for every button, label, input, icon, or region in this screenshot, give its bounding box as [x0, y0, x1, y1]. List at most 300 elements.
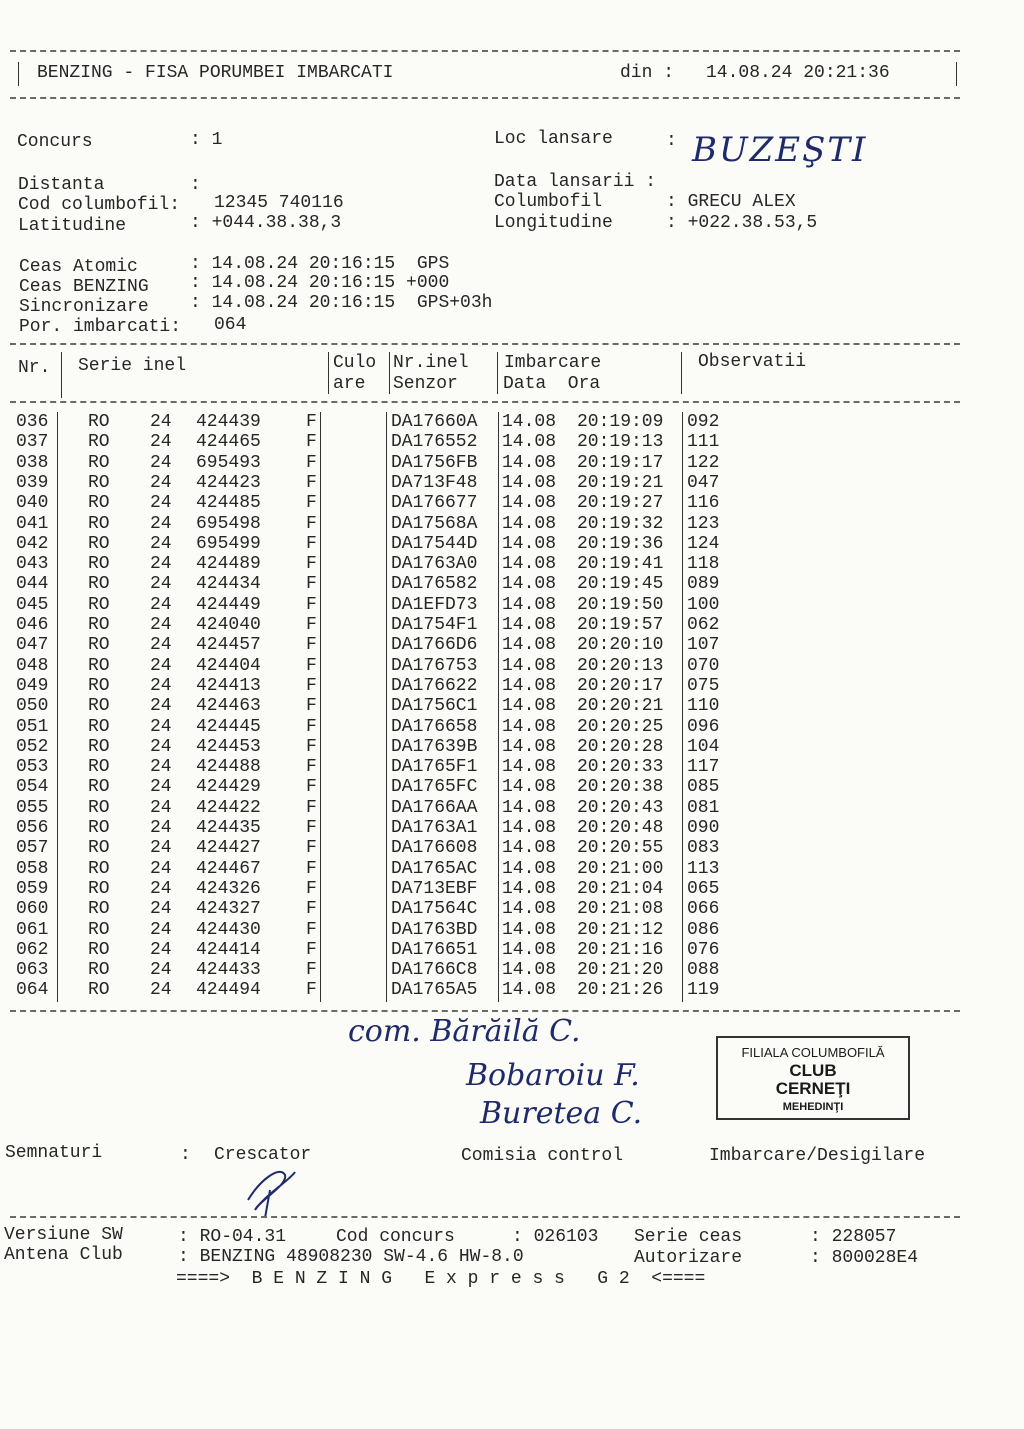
cell-nr: 045	[16, 594, 49, 615]
cell-senzor: DA176552	[391, 432, 478, 453]
cell-tara: RO	[88, 736, 110, 757]
col-nr-header: Nr.	[18, 358, 51, 378]
cell-obs: 066	[687, 899, 720, 920]
cell-tara: RO	[88, 412, 110, 432]
cell-data: 14.08	[502, 675, 557, 696]
cell-obs: 119	[687, 980, 720, 1001]
cell-ora: 20:20:55	[577, 838, 664, 859]
cell-inel: 424413	[196, 675, 261, 696]
table-row	[0, 757, 1024, 777]
col-serie-header: Serie inel	[78, 356, 187, 376]
cell-nr: 061	[16, 919, 49, 940]
cell-inel: 424439	[196, 412, 261, 432]
columbofil-value: : GRECU ALEX	[666, 192, 796, 212]
cell-sex: F	[306, 777, 317, 798]
cell-ora: 20:21:26	[577, 980, 664, 1001]
table-row	[0, 473, 1024, 493]
cell-an: 24	[150, 716, 172, 737]
cell-an: 24	[150, 736, 172, 757]
cell-sex: F	[306, 919, 317, 940]
cell-nr: 064	[16, 980, 49, 1001]
cell-sex: F	[306, 878, 317, 899]
table-row	[0, 615, 1024, 635]
document-title: BENZING - FISA PORUMBEI IMBARCATI	[37, 63, 394, 83]
cell-sex: F	[306, 716, 317, 737]
cell-an: 24	[150, 878, 172, 899]
col-nrinel-header-2: Senzor	[393, 374, 458, 394]
concurs-value: : 1	[190, 130, 223, 150]
cell-inel: 695499	[196, 533, 261, 554]
table-row	[0, 432, 1024, 452]
cell-nr: 044	[16, 574, 49, 595]
cell-ora: 20:20:13	[577, 655, 664, 676]
table-row	[0, 635, 1024, 655]
latitudine-value: : +044.38.38,3	[190, 213, 342, 233]
cell-inel: 424449	[196, 594, 261, 615]
cell-obs: 076	[687, 939, 720, 960]
header-right-bar	[956, 62, 957, 86]
stamp-line-3: CERNEŢI	[775, 1079, 851, 1098]
cell-senzor: DA176651	[391, 939, 478, 960]
cell-an: 24	[150, 594, 172, 615]
cell-ora: 20:21:20	[577, 960, 664, 981]
cell-senzor: DA176582	[391, 574, 478, 595]
cell-data: 14.08	[502, 533, 557, 554]
cell-an: 24	[150, 960, 172, 981]
cell-an: 24	[150, 777, 172, 798]
cell-nr: 055	[16, 797, 49, 818]
cell-sex: F	[306, 594, 317, 615]
cell-an: 24	[150, 412, 172, 432]
cell-inel: 424445	[196, 716, 261, 737]
cell-obs: 100	[687, 594, 720, 615]
table-row	[0, 737, 1024, 757]
cell-obs: 065	[687, 878, 720, 899]
ceas-atomic-value: : 14.08.24 20:16:15 GPS	[190, 254, 450, 274]
cell-nr: 058	[16, 858, 49, 879]
cell-senzor: DA1763A1	[391, 818, 478, 838]
table-row	[0, 696, 1024, 716]
semnaturi-label: Semnaturi	[5, 1143, 103, 1163]
cell-inel: 424489	[196, 554, 261, 575]
cell-sex: F	[306, 493, 317, 514]
handwritten-commission-2: Bobaroiu F.	[466, 1058, 640, 1093]
benzing-express-banner: ====> B E N Z I N G E x p r e s s G 2 <====	[176, 1269, 706, 1289]
cod-columbofil-value: 12345 740116	[214, 193, 344, 213]
cell-nr: 048	[16, 655, 49, 676]
date-label: din :	[620, 63, 675, 83]
cell-ora: 20:19:17	[577, 452, 664, 473]
cell-tara: RO	[88, 594, 110, 615]
porumbei-imbarcati-value: 064	[214, 315, 247, 335]
antena-club-value: : BENZING 48908230 SW-4.6 HW-8.0	[178, 1247, 524, 1267]
cell-an: 24	[150, 838, 172, 859]
cell-an: 24	[150, 655, 172, 676]
cell-tara: RO	[88, 716, 110, 737]
cell-senzor: DA1766AA	[391, 797, 478, 818]
cell-obs: 092	[687, 412, 720, 432]
cell-obs: 083	[687, 838, 720, 859]
cell-inel: 424429	[196, 777, 261, 798]
cell-senzor: DA1765AC	[391, 858, 478, 879]
cod-concurs-label: Cod concurs	[336, 1227, 455, 1247]
longitudine-value: : +022.38.53,5	[666, 213, 818, 233]
cell-ora: 20:20:28	[577, 736, 664, 757]
table-row	[0, 717, 1024, 737]
cell-nr: 038	[16, 452, 49, 473]
cell-tara: RO	[88, 919, 110, 940]
cell-obs: 118	[687, 554, 720, 575]
cell-ora: 20:19:21	[577, 472, 664, 493]
cell-sex: F	[306, 838, 317, 859]
cell-obs: 110	[687, 696, 720, 717]
cell-obs: 104	[687, 736, 720, 757]
cell-an: 24	[150, 513, 172, 534]
cell-sex: F	[306, 452, 317, 473]
cell-ora: 20:19:13	[577, 432, 664, 453]
cell-inel: 424430	[196, 919, 261, 940]
header-col-bar	[61, 352, 62, 398]
cell-data: 14.08	[502, 655, 557, 676]
cell-nr: 049	[16, 675, 49, 696]
cell-ora: 20:19:36	[577, 533, 664, 554]
cell-an: 24	[150, 635, 172, 656]
cell-sex: F	[306, 513, 317, 534]
cell-an: 24	[150, 818, 172, 838]
cell-obs: 111	[687, 432, 720, 453]
cell-inel: 424433	[196, 960, 261, 981]
table-row	[0, 859, 1024, 879]
cell-tara: RO	[88, 878, 110, 899]
cell-senzor: DA1763A0	[391, 554, 478, 575]
cell-senzor: DA17544D	[391, 533, 478, 554]
table-row	[0, 777, 1024, 797]
cell-data: 14.08	[502, 432, 557, 453]
sincronizare-value: : 14.08.24 20:16:15 GPS+03h	[190, 293, 493, 313]
table-header-top-divider	[10, 343, 960, 345]
cell-inel: 424434	[196, 574, 261, 595]
cell-obs: 089	[687, 574, 720, 595]
cell-tara: RO	[88, 797, 110, 818]
cell-senzor: DA176677	[391, 493, 478, 514]
cell-sex: F	[306, 757, 317, 778]
cell-sex: F	[306, 615, 317, 635]
cell-nr: 040	[16, 493, 49, 514]
col-culoare-header-1: Culo	[333, 353, 377, 373]
cell-senzor: DA1756FB	[391, 452, 478, 473]
ceas-atomic-label: Ceas Atomic	[19, 257, 138, 277]
col-culoare-header-2: are	[333, 374, 366, 394]
cell-sex: F	[306, 472, 317, 493]
cell-tara: RO	[88, 452, 110, 473]
table-row	[0, 940, 1024, 960]
cell-an: 24	[150, 432, 172, 453]
serie-ceas-value: : 228057	[810, 1227, 897, 1247]
stamp-line-2: CLUB	[789, 1061, 837, 1080]
comisia-control-label: Comisia control	[461, 1146, 624, 1166]
table-row	[0, 798, 1024, 818]
table-row	[0, 453, 1024, 473]
cell-obs: 116	[687, 493, 720, 514]
cell-tara: RO	[88, 960, 110, 981]
cell-senzor: DA1766D6	[391, 635, 478, 656]
cell-nr: 047	[16, 635, 49, 656]
table-header-bottom-divider	[10, 401, 960, 403]
col-observatii-header: Observatii	[698, 352, 807, 372]
cell-sex: F	[306, 675, 317, 696]
club-stamp	[716, 1036, 910, 1120]
cell-tara: RO	[88, 899, 110, 920]
cell-senzor: DA17639B	[391, 736, 478, 757]
header-col-bar	[497, 352, 498, 394]
footer-top-divider	[10, 1216, 960, 1218]
cell-data: 14.08	[502, 493, 557, 514]
table-row	[0, 920, 1024, 940]
date-value: 14.08.24 20:21:36	[706, 63, 890, 83]
cell-inel: 424427	[196, 838, 261, 859]
cell-tara: RO	[88, 777, 110, 798]
cell-sex: F	[306, 736, 317, 757]
col-imbarcare-header: Imbarcare	[504, 353, 602, 373]
cell-sex: F	[306, 655, 317, 676]
cell-obs: 124	[687, 533, 720, 554]
cell-inel: 424463	[196, 696, 261, 717]
cell-ora: 20:20:43	[577, 797, 664, 818]
stamp-line-4: MEHEDINŢI	[782, 1101, 844, 1113]
cell-nr: 053	[16, 757, 49, 778]
table-row	[0, 676, 1024, 696]
cell-data: 14.08	[502, 838, 557, 859]
cell-tara: RO	[88, 818, 110, 838]
cell-an: 24	[150, 696, 172, 717]
distanta-label: Distanta	[18, 175, 105, 195]
cell-an: 24	[150, 939, 172, 960]
cell-obs: 088	[687, 960, 720, 981]
antena-club-label: Antena Club	[4, 1245, 123, 1265]
cell-nr: 051	[16, 716, 49, 737]
cell-data: 14.08	[502, 878, 557, 899]
sincronizare-label: Sincronizare	[19, 297, 149, 317]
col-data-ora-header: Data Ora	[503, 374, 601, 394]
cell-ora: 20:19:50	[577, 594, 664, 615]
cell-ora: 20:20:48	[577, 818, 664, 838]
cell-inel: 695493	[196, 452, 261, 473]
cell-ora: 20:19:32	[577, 513, 664, 534]
cell-data: 14.08	[502, 635, 557, 656]
header-left-bar	[18, 62, 19, 86]
cell-sex: F	[306, 635, 317, 656]
header-col-bar	[328, 352, 329, 394]
cell-ora: 20:20:10	[577, 635, 664, 656]
cell-data: 14.08	[502, 797, 557, 818]
loc-lansare-handwritten: BUZEŞTI	[692, 130, 868, 170]
cell-tara: RO	[88, 533, 110, 554]
table-row	[0, 493, 1024, 513]
loc-lansare-sep: :	[666, 131, 677, 151]
cell-data: 14.08	[502, 899, 557, 920]
cell-data: 14.08	[502, 513, 557, 534]
cell-sex: F	[306, 960, 317, 981]
cell-ora: 20:20:17	[577, 675, 664, 696]
cell-sex: F	[306, 533, 317, 554]
cell-obs: 085	[687, 777, 720, 798]
handwritten-commission-3: Buretea C.	[480, 1096, 643, 1131]
cell-obs: 081	[687, 797, 720, 818]
cell-nr: 059	[16, 878, 49, 899]
cell-nr: 036	[16, 412, 49, 432]
cell-sex: F	[306, 939, 317, 960]
cell-data: 14.08	[502, 452, 557, 473]
cell-data: 14.08	[502, 980, 557, 1001]
table-row	[0, 899, 1024, 919]
cell-an: 24	[150, 493, 172, 514]
cell-tara: RO	[88, 635, 110, 656]
cell-nr: 037	[16, 432, 49, 453]
cell-tara: RO	[88, 757, 110, 778]
table-row	[0, 554, 1024, 574]
header-col-bar	[681, 352, 682, 394]
cell-sex: F	[306, 412, 317, 432]
cell-data: 14.08	[502, 615, 557, 635]
cell-data: 14.08	[502, 472, 557, 493]
cell-senzor: DA17564C	[391, 899, 478, 920]
cell-data: 14.08	[502, 696, 557, 717]
cell-senzor: DA1756C1	[391, 696, 478, 717]
ceas-benzing-label: Ceas BENZING	[19, 277, 149, 297]
cell-an: 24	[150, 452, 172, 473]
cell-senzor: DA1763BD	[391, 919, 478, 940]
cell-nr: 056	[16, 818, 49, 838]
cell-inel: 424404	[196, 655, 261, 676]
cell-tara: RO	[88, 493, 110, 514]
cell-senzor: DA713F48	[391, 472, 478, 493]
table-row	[0, 656, 1024, 676]
cell-obs: 047	[687, 472, 720, 493]
table-row	[0, 980, 1024, 1000]
cell-an: 24	[150, 533, 172, 554]
cell-data: 14.08	[502, 554, 557, 575]
cell-tara: RO	[88, 574, 110, 595]
cell-inel: 424327	[196, 899, 261, 920]
cell-ora: 20:21:04	[577, 878, 664, 899]
cell-an: 24	[150, 757, 172, 778]
cell-senzor: DA713EBF	[391, 878, 478, 899]
cell-inel: 424326	[196, 878, 261, 899]
cell-nr: 046	[16, 615, 49, 635]
cell-sex: F	[306, 818, 317, 838]
cell-sex: F	[306, 980, 317, 1001]
header-top-divider	[10, 50, 960, 52]
cell-ora: 20:21:12	[577, 919, 664, 940]
cell-tara: RO	[88, 432, 110, 453]
header-bottom-divider	[10, 97, 960, 99]
semnaturi-sep: :	[180, 1145, 191, 1165]
cod-concurs-value: : 026103	[512, 1227, 599, 1247]
cell-obs: 117	[687, 757, 720, 778]
cell-inel: 424465	[196, 432, 261, 453]
table-row	[0, 574, 1024, 594]
cod-columbofil-label: Cod columbofil:	[18, 195, 181, 215]
table-row	[0, 514, 1024, 534]
cell-inel: 424422	[196, 797, 261, 818]
cell-obs: 086	[687, 919, 720, 940]
cell-tara: RO	[88, 472, 110, 493]
cell-obs: 062	[687, 615, 720, 635]
cell-data: 14.08	[502, 716, 557, 737]
cell-tara: RO	[88, 858, 110, 879]
cell-tara: RO	[88, 939, 110, 960]
cell-nr: 054	[16, 777, 49, 798]
cell-tara: RO	[88, 615, 110, 635]
cell-tara: RO	[88, 980, 110, 1001]
cell-ora: 20:19:45	[577, 574, 664, 595]
cell-ora: 20:19:27	[577, 493, 664, 514]
cell-nr: 043	[16, 554, 49, 575]
cell-nr: 062	[16, 939, 49, 960]
cell-an: 24	[150, 615, 172, 635]
cell-sex: F	[306, 797, 317, 818]
cell-nr: 052	[16, 736, 49, 757]
cell-sex: F	[306, 858, 317, 879]
cell-ora: 20:20:21	[577, 696, 664, 717]
cell-an: 24	[150, 675, 172, 696]
cell-data: 14.08	[502, 757, 557, 778]
versiune-sw-value: : RO-04.31	[178, 1227, 287, 1247]
concurs-label: Concurs	[17, 132, 93, 152]
porumbei-imbarcati-label: Por. imbarcati:	[19, 317, 182, 337]
cell-nr: 042	[16, 533, 49, 554]
autorizare-value: : 800028E4	[810, 1248, 919, 1268]
cell-inel: 424467	[196, 858, 261, 879]
cell-senzor: DA1765FC	[391, 777, 478, 798]
cell-inel: 424423	[196, 472, 261, 493]
cell-senzor: DA1766C8	[391, 960, 478, 981]
data-lansarii-label: Data lansarii :	[494, 172, 657, 192]
cell-data: 14.08	[502, 736, 557, 757]
handwritten-commission-1: com. Bărăilă C.	[348, 1014, 581, 1049]
header-col-bar	[389, 352, 390, 394]
table-row	[0, 879, 1024, 899]
cell-ora: 20:19:57	[577, 615, 664, 635]
cell-data: 14.08	[502, 960, 557, 981]
crescator-label: Crescator	[214, 1145, 312, 1165]
cell-sex: F	[306, 432, 317, 453]
cell-senzor: DA176753	[391, 655, 478, 676]
cell-inel: 424488	[196, 757, 261, 778]
latitudine-label: Latitudine	[18, 216, 127, 236]
cell-data: 14.08	[502, 919, 557, 940]
cell-senzor: DA1765F1	[391, 757, 478, 778]
cell-ora: 20:20:33	[577, 757, 664, 778]
cell-obs: 075	[687, 675, 720, 696]
serie-ceas-label: Serie ceas	[634, 1227, 743, 1247]
cell-data: 14.08	[502, 939, 557, 960]
cell-inel: 424457	[196, 635, 261, 656]
cell-an: 24	[150, 574, 172, 595]
cell-an: 24	[150, 980, 172, 1001]
cell-obs: 090	[687, 818, 720, 838]
table-row	[0, 960, 1024, 980]
cell-senzor: DA17660A	[391, 412, 478, 432]
cell-senzor: DA176608	[391, 838, 478, 859]
cell-obs: 122	[687, 452, 720, 473]
cell-an: 24	[150, 899, 172, 920]
imbarcare-desigilare-label: Imbarcare/Desigilare	[709, 1146, 926, 1166]
cell-obs: 113	[687, 858, 720, 879]
cell-sex: F	[306, 899, 317, 920]
longitudine-label: Longitudine	[494, 213, 613, 233]
cell-nr: 060	[16, 899, 49, 920]
